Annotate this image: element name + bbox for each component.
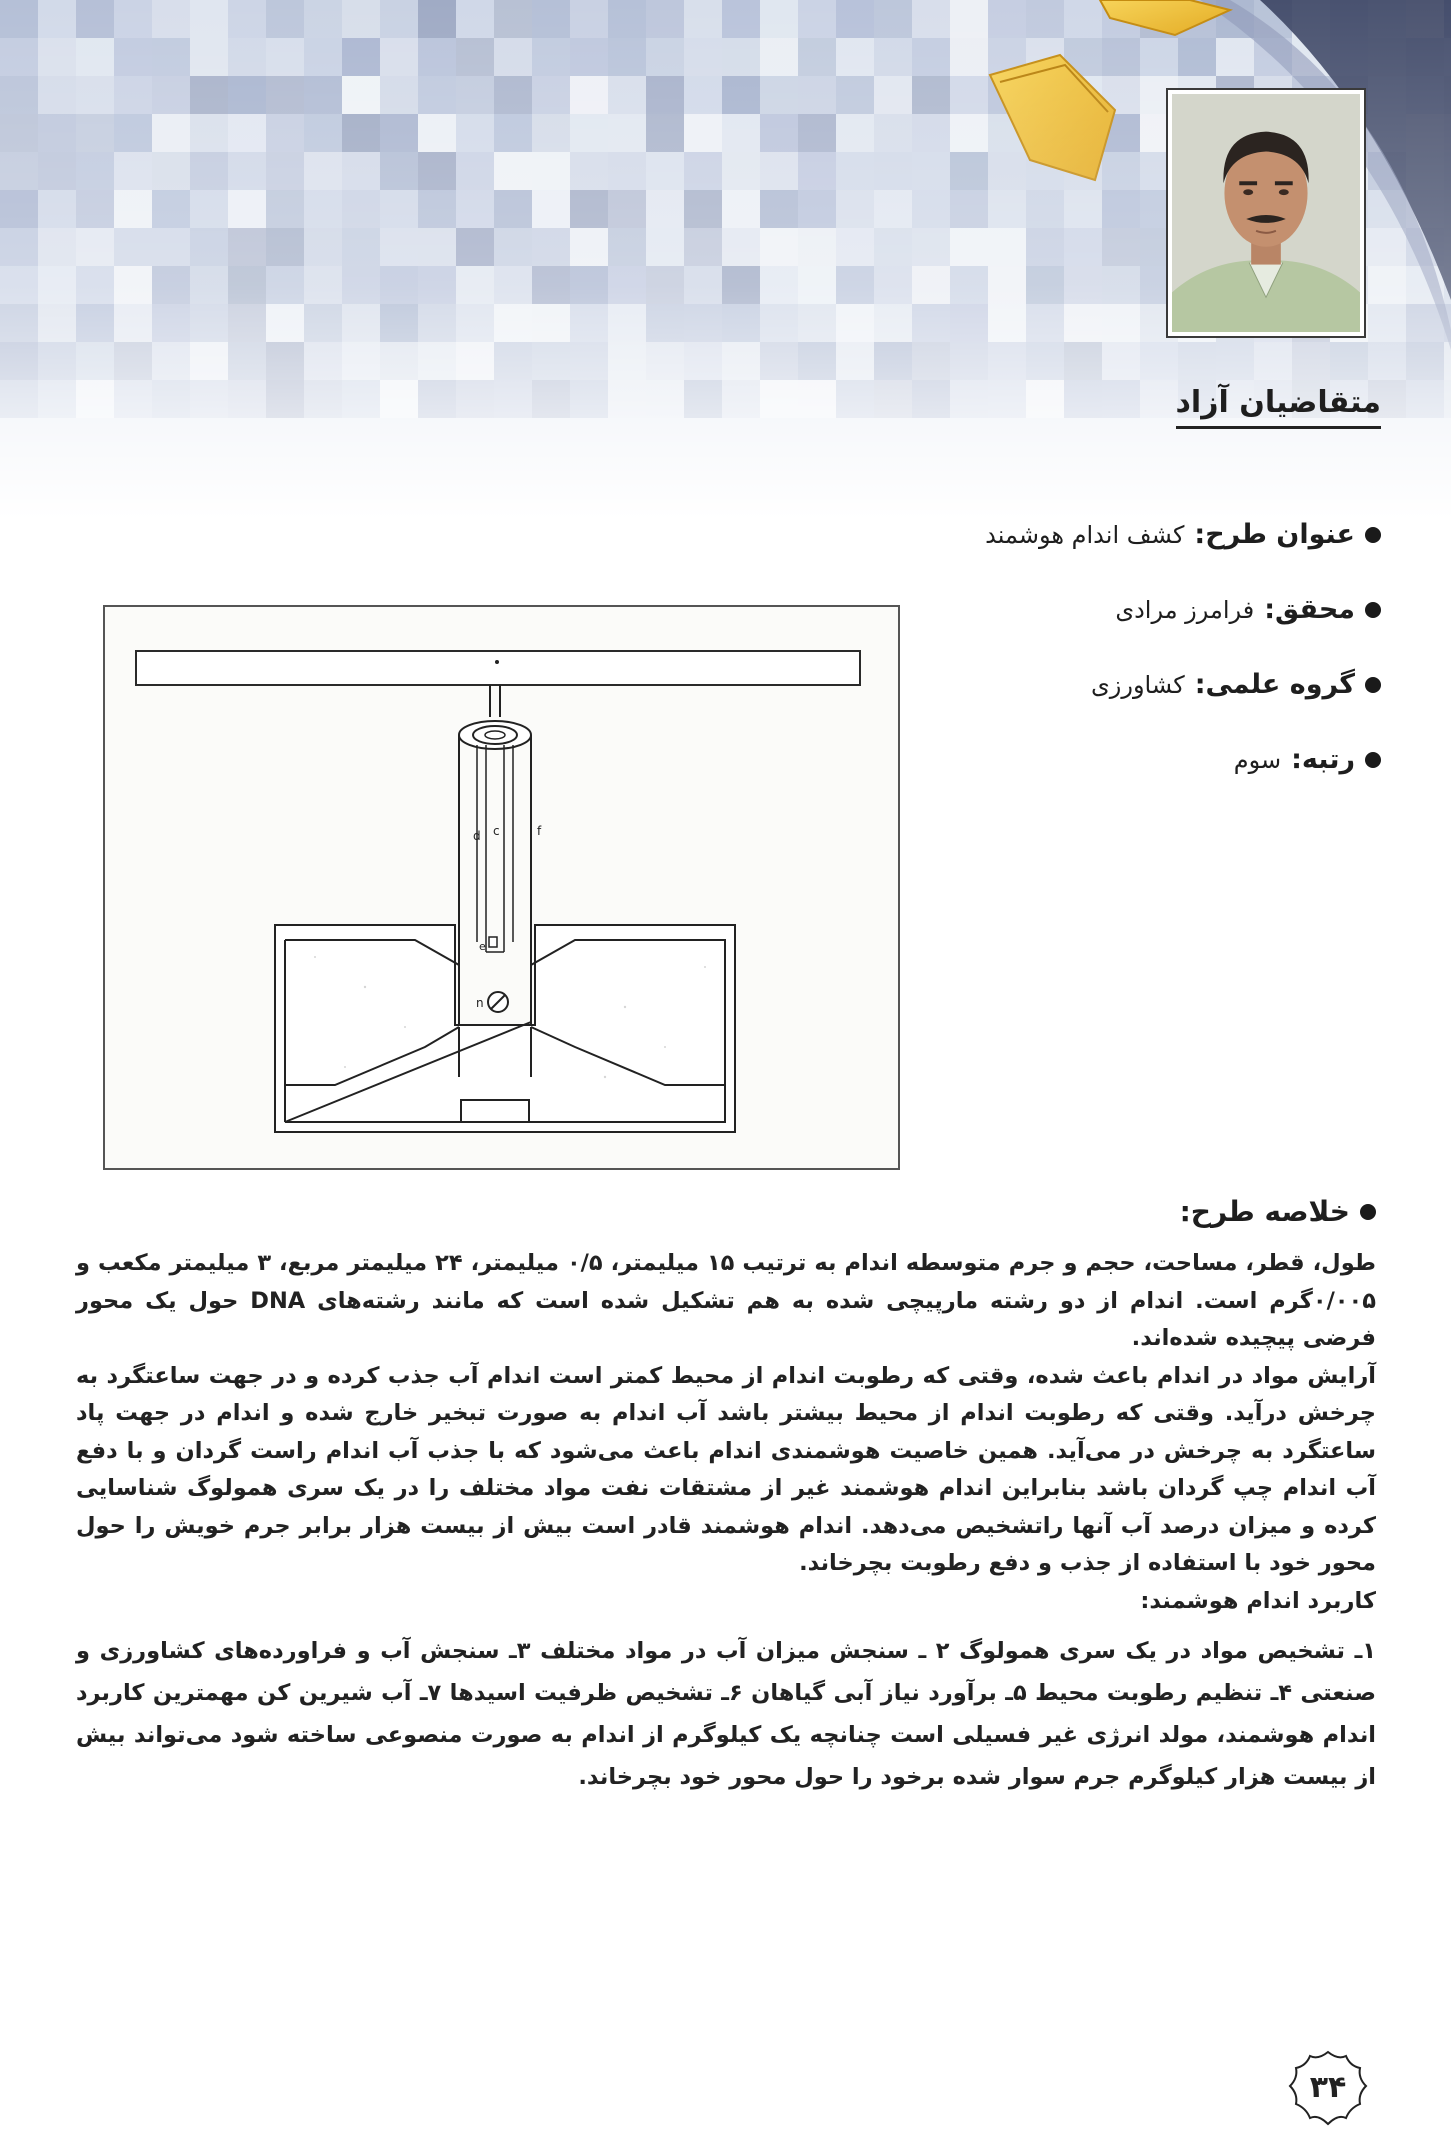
- label-f: f: [537, 824, 542, 838]
- researcher-row: [951, 590, 1381, 665]
- project-meta-list: [951, 515, 1381, 815]
- rank-label: رتبه:: [1291, 744, 1355, 775]
- rank-row: [951, 740, 1381, 815]
- summary-heading: [1180, 1195, 1376, 1228]
- bullet-icon: [1365, 527, 1381, 543]
- section-title: متقاضیان آزاد: [1176, 385, 1381, 429]
- summary-heading-text: خلاصه طرح:: [1179, 1195, 1350, 1228]
- label-c: c: [493, 824, 500, 838]
- bullet-icon: [1365, 602, 1381, 618]
- uses-heading: کاربرد اندام هوشمند:: [1140, 1587, 1376, 1614]
- scientific-group-value: کشاورزی: [1090, 671, 1185, 699]
- summary-paragraph-2: آرایش مواد در اندام باعث شده، وقتی که رطوبت اندام از محیط کمتر است اندام آب جذب کرده و در جهت ساعتگرد به چرخش درآید. وقتی که رطوبت اندام از محیط بیشتر باشد آب اندام به صورت تبخیر خارج شده و اندام در جهت پاد ساعتگرد به چرخش در می‌آید. همین خاصیت هوشمندی اندام باعث می‌شود که با جذب آب اندام راست گردان و با دفع آب اندام چپ گردان باشد بنابراین اندام هوشمند غیر از مشتقات نفت مواد مختلف را در یک سری همولوگ شناسایی کرده و میزان درصد آب آنها راتشخیص می‌دهد. اندام هوشمند قادر است بیش از بیست هزار برابر جرم خویش را حول محور خود با استفاده از جذب و دفع رطوبت بچرخاند.: [76, 1362, 1376, 1576]
- scientific-group-row: [951, 665, 1381, 740]
- bullet-icon: [1365, 752, 1381, 768]
- summary-paragraph-1: طول، قطر، مساحت، حجم و جرم متوسطه اندام به ترتیب ۱۵ میلیمتر، ۰/۵ میلیمتر، ۲۴ میلیمتر مربع، ۳ میلیمتر مکعب و ۰/۰۰۵گرم است. اندام از دو رشته مارپیچی شده به هم تشکیل شده است که مانند رشته‌های DNA حول یک محور فرضی پیچیده شده‌اند.: [76, 1250, 1376, 1351]
- researcher-label: محقق:: [1264, 594, 1355, 625]
- page-number: [1288, 2050, 1368, 2126]
- label-n: n: [476, 996, 484, 1010]
- summary-body: [76, 1245, 1376, 1798]
- researcher-value: فرامرز مرادی: [1115, 596, 1255, 624]
- bullet-icon: [1365, 677, 1381, 693]
- rank-value: سوم: [1233, 746, 1282, 774]
- project-title-label: عنوان طرح:: [1194, 519, 1355, 550]
- page-number-text: ۳۴: [1309, 2070, 1347, 2105]
- label-e: e: [479, 940, 486, 953]
- project-title-value: کشف اندام هوشمند: [985, 521, 1185, 549]
- label-d: d: [473, 829, 481, 843]
- researcher-photo: [1166, 88, 1366, 338]
- uses-text: ۱ـ تشخیص مواد در یک سری همولوگ ۲ ـ سنجش میزان آب در مواد مختلف ۳ـ سنجش آب و فراورده‌های کشاورزی و صنعتی ۴ـ تنظیم رطوبت محیط ۵ـ برآورد نیاز آبی گیاهان ۶ـ تشخیص ظرفیت اسیدها ۷ـ آب شیرین کن مهمترین کاربرد اندام هوشمند، مولد انرژی غیر فسیلی است چنانچه یک کیلوگرم از اندام به صورت منصوعی ساخته شود می‌تواند بیش از بیست هزار کیلوگرم جرم سوار شده برخود را حول محور خود بچرخاند.: [76, 1638, 1376, 1790]
- project-title-row: [951, 515, 1381, 590]
- scientific-group-label: گروه علمی:: [1194, 669, 1355, 700]
- apparatus-diagram: [103, 605, 900, 1170]
- bullet-icon: [1360, 1204, 1376, 1220]
